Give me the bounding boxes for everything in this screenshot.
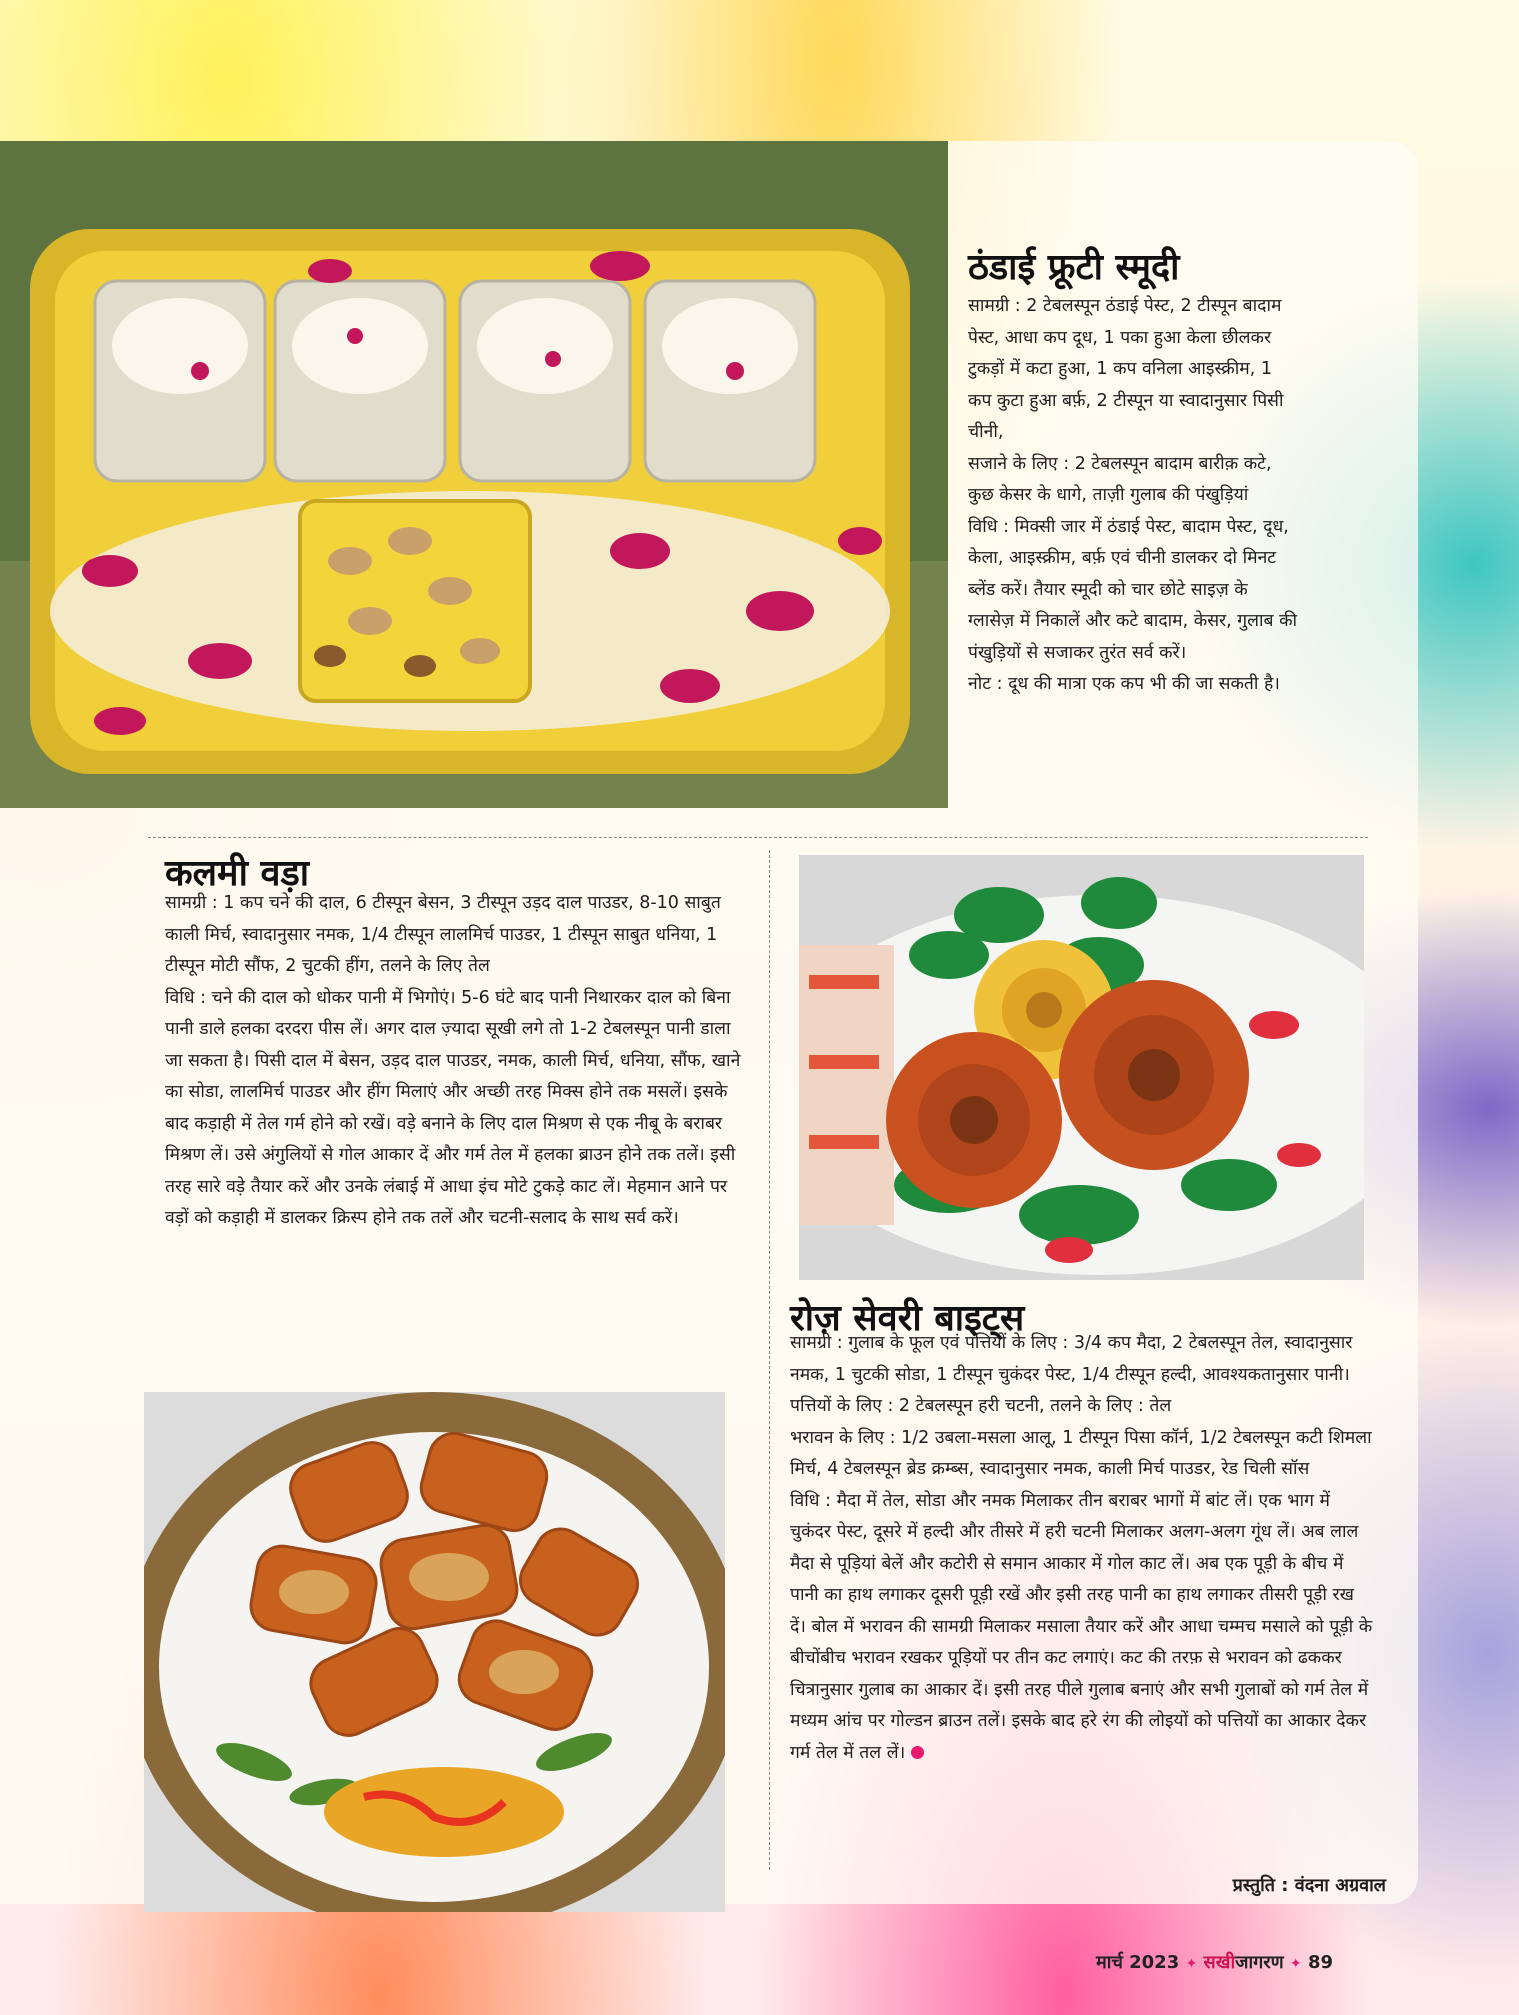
recipe-body-thandai xyxy=(968,291,1298,701)
paragraph xyxy=(790,1486,1375,1770)
footer-brand-jagran: जागरण xyxy=(1235,1952,1284,1973)
paragraph: सामग्री : 2 टेबलस्पून ठंडाई पेस्ट, 2 टीस्पून बादाम पेस्ट, आधा कप दूध, 1 पका हुआ केला छीलकर टुकड़ों में कटा हुआ, 1 कप वनिला आइस्क्रीम, 1 कप कुटा हुआ बर्फ़, 2 टीस्पून या स्वादानुसार पिसी चीनी, xyxy=(968,296,1284,442)
end-mark-icon xyxy=(911,1746,924,1759)
paragraph: नोट : दूध की मात्रा एक कप भी की जा सकती है। xyxy=(968,674,1280,694)
footer-brand-sakhi: सखी xyxy=(1203,1952,1236,1973)
footer-month: मार्च 2023 xyxy=(1096,1952,1180,1973)
star-icon: ✦ xyxy=(1289,1956,1302,1972)
page-number: 89 xyxy=(1307,1952,1333,1973)
kalmi-vada-photo xyxy=(144,1392,725,1912)
paragraph: विधि : चने की दाल को धोकर पानी में भिगोएं। 5-6 घंटे बाद पानी निथारकर दाल को बिना पानी डाले हलका दरदरा पीस लें। अगर दाल ज़्यादा सूखी लगे तो 1-2 टेबलस्पून पानी डाला जा सकता है। पिसी दाल में बेसन, उड़द दाल पाउडर, नमक, काली मिर्च, धनिया, सौंफ, खाने का सोडा, लालमिर्च पाउडर और हींग मिलाएं और अच्छी तरह मिक्स होने तक मसलें। इसके बाद कड़ाही में तेल गर्म होने को रखें। वड़े बनाने के लिए दाल मिश्रण से एक नीबू के बराबर मिश्रण लें। उसे अंगुलियों से गोल आकार दें और गर्म तेल में हलका ब्राउन होने तक तलें। इसी तरह सारे वड़े तैयार करें और उनके लंबाई में आधा इंच मोटे टुकड़े काट लें। मेहमान आने पर वड़ों को कड़ाही में डालकर क्रिस्प होने तक तलें और चटनी-सलाद के साथ सर्व करें। xyxy=(165,987,741,1228)
credit-line: प्रस्तुति : वंदना अग्रवाल xyxy=(1232,1875,1386,1896)
paragraph: पत्तियों के लिए : 2 टेबलस्पून हरी चटनी, तलने के लिए : तेल xyxy=(790,1396,1172,1416)
recipe-body-kalmi-vada xyxy=(165,888,750,1235)
page-footer xyxy=(1096,1950,1333,1974)
paragraph: सजाने के लिए : 2 टेबलस्पून बादाम बारीक़ कटे, कुछ केसर के धागे, ताज़ी गुलाब की पंखुड़ियां xyxy=(968,453,1272,505)
star-icon: ✦ xyxy=(1185,1956,1198,1972)
recipe-title-kalmi-vada: कलमी वड़ा xyxy=(165,853,310,894)
rose-savory-bites-photo xyxy=(799,855,1364,1280)
paragraph: सामग्री : गुलाब के फूल एवं पत्तियों के लिए : 3/4 कप मैदा, 2 टेबलस्पून तेल, स्वादानुसार नमक, 1 चुटकी सोडा, 1 टीस्पून चुकंदर पेस्ट, 1/4 टीस्पून हल्दी, आवश्यकतानुसार पानी। xyxy=(790,1333,1353,1385)
paragraph: भरावन के लिए : 1/2 उबला-मसला आलू, 1 टीस्पून पिसा कॉर्न, 1/2 टेबलस्पून कटी शिमला मिर्च, 4 टेबलस्पून ब्रेड क्रम्ब्स, स्वादानुसार नमक, काली मिर्च पाउडर, रेड चिली सॉस xyxy=(790,1427,1372,1479)
paragraph: सामग्री : 1 कप चने की दाल, 6 टीस्पून बेसन, 3 टीस्पून उड़द दाल पाउडर, 8-10 साबुत काली मिर्च, स्वादानुसार नमक, 1/4 टीस्पून लालमिर्च पाउडर, 1 टीस्पून साबुत धनिया, 1 टीस्पून मोटी सौंफ, 2 चुटकी हींग, तलने के लिए तेल xyxy=(165,893,721,976)
recipe-title-thandai: ठंडाई फ्रूटी स्मूदी xyxy=(968,247,1180,288)
column-divider xyxy=(769,850,770,1870)
recipe-title-rose-bites: रोज़ सेवरी बाइट्स xyxy=(790,1298,1025,1339)
recipe-body-rose-bites xyxy=(790,1328,1375,1769)
paragraph: विधि : मिक्सी जार में ठंडाई पेस्ट, बादाम पेस्ट, दूध, केला, आइस्क्रीम, बर्फ़ एवं चीनी डालकर दो मिनट ब्लेंड करें। तैयार स्मूदी को चार छोटे साइज़ के ग्लासेज़ में निकालें और कटे बादाम, केसर, गुलाब की पंखुड़ियों से सजाकर तुरंत सर्व करें। xyxy=(968,516,1298,663)
section-divider xyxy=(148,837,1368,838)
thandai-smoothie-photo xyxy=(0,141,948,808)
paragraph-text: विधि : मैदा में तेल, सोडा और नमक मिलाकर तीन बराबर भागों में बांट लें। एक भाग में चुकंदर पेस्ट, दूसरे में हल्दी और तीसरे में हरी चटनी मिलाकर अलग-अलग गूंध लें। अब लाल मैदा से पूड़ियां बेलें और कटोरी से समान आकार में गोल काट लें। अब एक पूड़ी के बीच में पानी का हाथ लगाकर दूसरी पूड़ी रखें और इसी तरह पानी का हाथ लगाकर तीसरी पूड़ी रख दें। बोल में भरावन की सामग्री मिलाकर मसाला तैयार करें और आधा चम्मच मसाले को पूड़ी के बीचोंबीच भरावन रखकर पूड़ियों पर तीन कट लगाएं। कट की तरफ़ से भरावन को ढककर चित्रानुसार गुलाब का आकार दें। इसी तरह पीले गुलाब बनाएं और सभी गुलाबों को गर्म तेल में मध्यम आंच पर गोल्डन ब्राउन तलें। इसके बाद हरे रंग की लोइयों को पत्तियों का आकार देकर गर्म तेल में तल लें। xyxy=(790,1490,1373,1763)
